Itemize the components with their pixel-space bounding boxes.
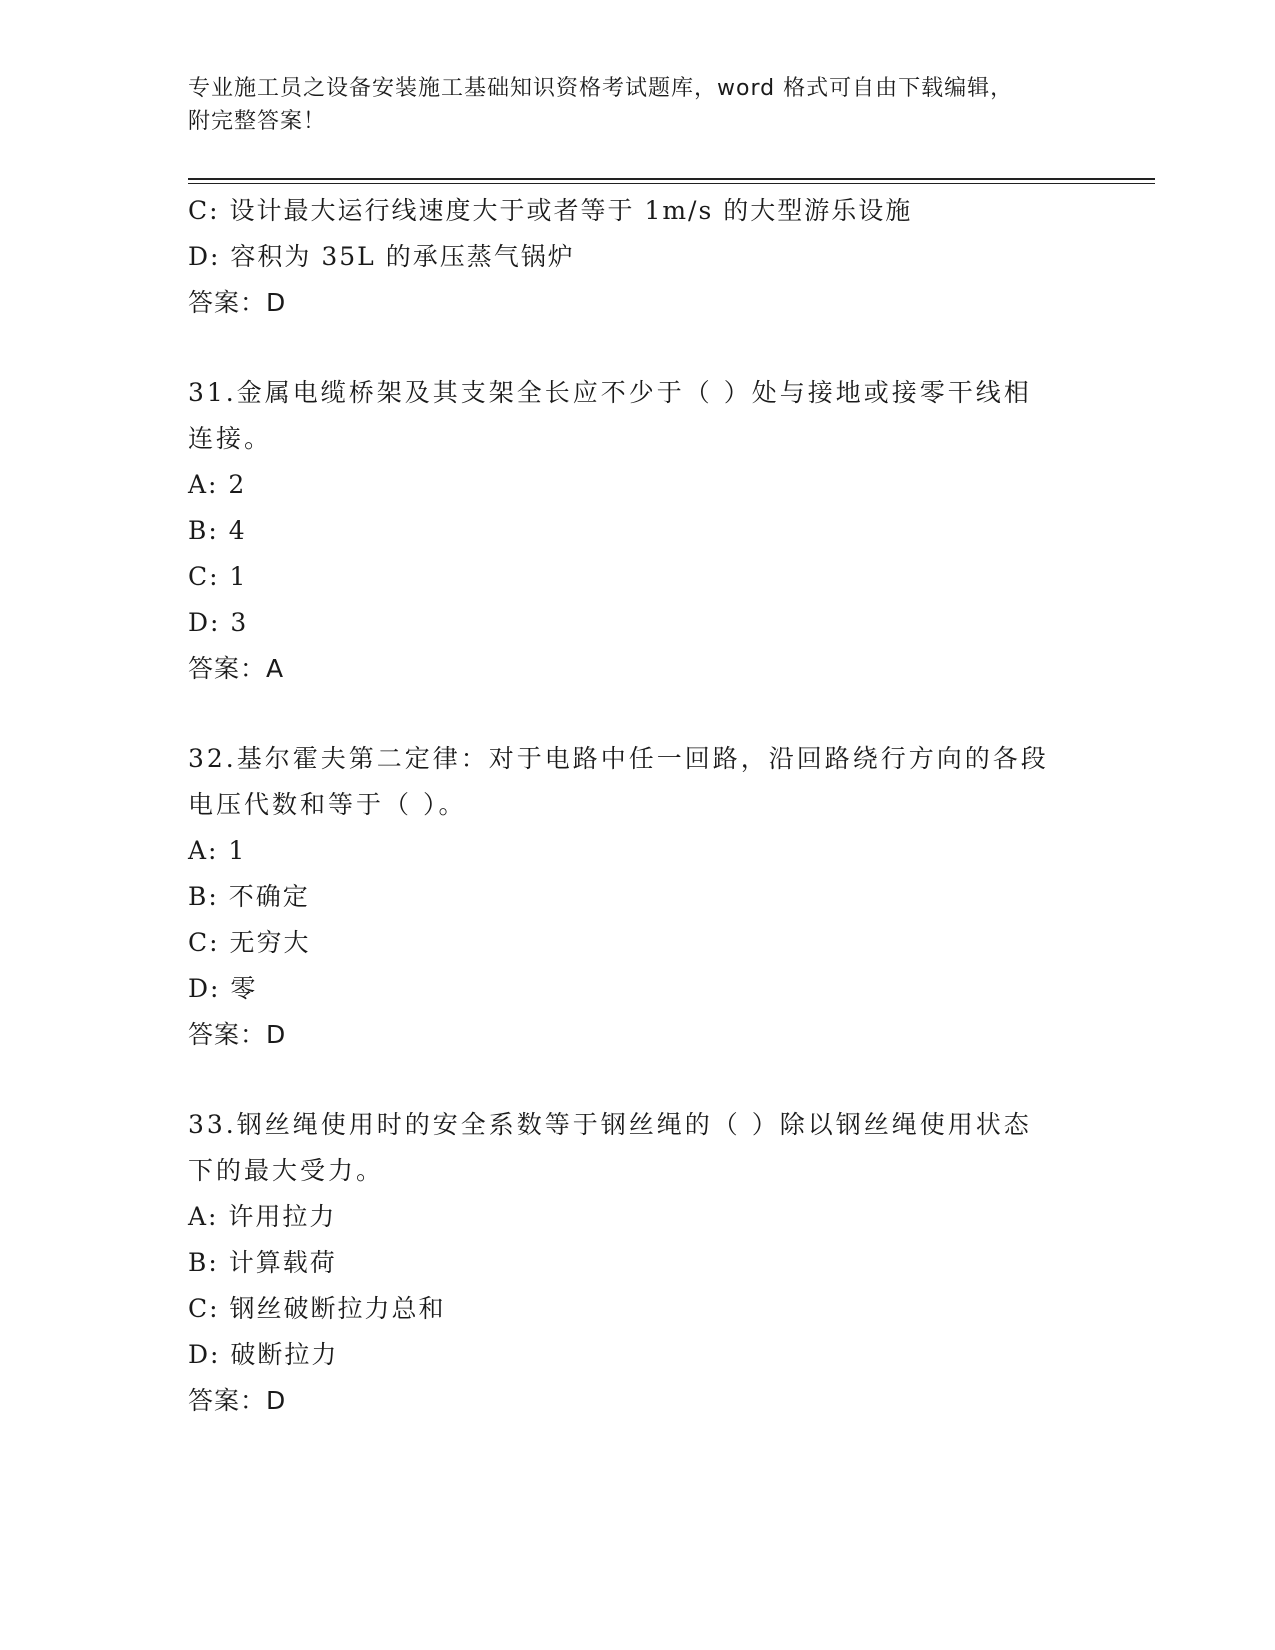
option-a: A: 1 bbox=[188, 836, 247, 865]
question-32 bbox=[188, 736, 1088, 1058]
question-stem-line-1: 32.基尔霍夫第二定律：对于电路中任一回路，沿回路绕行方向的各段 bbox=[188, 744, 1049, 773]
option-d: D: 3 bbox=[188, 608, 249, 637]
header-line-2: 附完整答案！ bbox=[188, 109, 327, 134]
question-stem-line-2: 下的最大受力。 bbox=[188, 1156, 385, 1185]
header-divider-thin bbox=[188, 183, 1155, 184]
option-b: B: 4 bbox=[188, 516, 247, 545]
question-list bbox=[188, 188, 1088, 1424]
option-a: A: 许用拉力 bbox=[188, 1202, 337, 1231]
question-stem-line-1: 31.金属电缆桥架及其支架全长应不少于（ ）处与接地或接零干线相 bbox=[188, 378, 1032, 407]
spacer bbox=[188, 692, 1088, 736]
option-b: B: 不确定 bbox=[188, 882, 310, 911]
question-stem-line-1: 33.钢丝绳使用时的安全系数等于钢丝绳的（ ）除以钢丝绳使用状态 bbox=[188, 1110, 1032, 1139]
option-d: D: 破断拉力 bbox=[188, 1340, 339, 1369]
answer-line: 答案：D bbox=[188, 1020, 287, 1049]
document-header bbox=[188, 72, 1088, 138]
option-d: D: 容积为 35L 的承压蒸气锅炉 bbox=[188, 242, 575, 271]
option-a: A: 2 bbox=[188, 470, 247, 499]
answer-line: 答案：A bbox=[188, 654, 285, 683]
question-stem-line-2: 电压代数和等于（ ）。 bbox=[188, 790, 467, 819]
previous-question-continuation bbox=[188, 188, 1088, 326]
option-c: C: 设计最大运行线速度大于或者等于 1m/s 的大型游乐设施 bbox=[188, 196, 913, 225]
answer-line: 答案：D bbox=[188, 1386, 287, 1415]
question-31 bbox=[188, 370, 1088, 692]
spacer bbox=[188, 326, 1088, 370]
option-c: C: 钢丝破断拉力总和 bbox=[188, 1294, 446, 1323]
option-d: D: 零 bbox=[188, 974, 258, 1003]
option-c: C: 1 bbox=[188, 562, 248, 591]
spacer bbox=[188, 1058, 1088, 1102]
header-line-1: 专业施工员之设备安装施工基础知识资格考试题库，word 格式可自由下载编辑， bbox=[188, 76, 1014, 101]
question-stem-line-2: 连接。 bbox=[188, 424, 273, 453]
header-divider-thick bbox=[188, 178, 1155, 180]
answer-line: 答案：D bbox=[188, 288, 287, 317]
option-b: B: 计算载荷 bbox=[188, 1248, 337, 1277]
option-c: C: 无穷大 bbox=[188, 928, 311, 957]
question-33 bbox=[188, 1102, 1088, 1424]
